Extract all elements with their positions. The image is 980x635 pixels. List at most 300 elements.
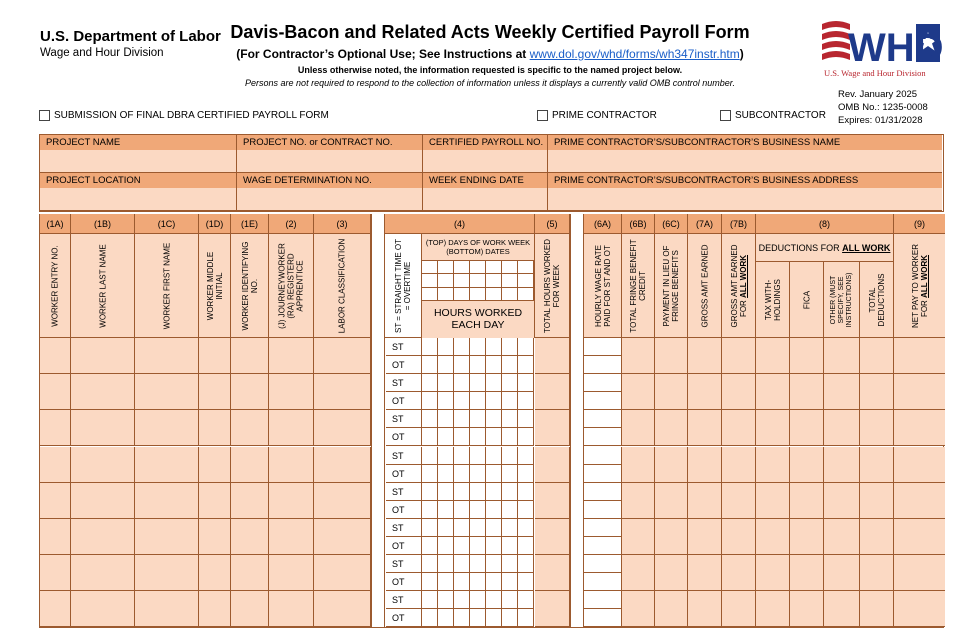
- table-cell[interactable]: [40, 555, 71, 591]
- project-no-input[interactable]: [237, 150, 422, 172]
- day-date-cell[interactable]: [486, 273, 502, 286]
- hours-cell[interactable]: [486, 465, 502, 483]
- payroll-no-field[interactable]: [423, 135, 548, 173]
- hours-cell[interactable]: [502, 537, 518, 555]
- table-cell[interactable]: [622, 591, 655, 627]
- table-cell[interactable]: [314, 338, 371, 374]
- table-cell[interactable]: [860, 519, 894, 555]
- hours-cell[interactable]: [422, 374, 438, 392]
- hours-cell[interactable]: [518, 519, 534, 537]
- hours-cell[interactable]: [438, 356, 454, 374]
- table-cell[interactable]: [622, 555, 655, 591]
- hours-cell[interactable]: [470, 483, 486, 501]
- table-cell[interactable]: [622, 410, 655, 446]
- table-cell[interactable]: [894, 483, 945, 519]
- table-cell[interactable]: [894, 447, 945, 483]
- table-cell[interactable]: [790, 591, 824, 627]
- hours-cell[interactable]: [454, 356, 470, 374]
- wage-rate-cell[interactable]: [584, 447, 622, 465]
- hours-cell[interactable]: [470, 537, 486, 555]
- table-cell[interactable]: [894, 410, 945, 446]
- hours-cell[interactable]: [502, 591, 518, 609]
- hours-cell[interactable]: [438, 555, 454, 573]
- table-cell[interactable]: [231, 555, 269, 591]
- table-cell[interactable]: [688, 483, 722, 519]
- table-cell[interactable]: [756, 591, 790, 627]
- hours-cell[interactable]: [422, 555, 438, 573]
- hours-cell[interactable]: [518, 537, 534, 555]
- day-date-cell[interactable]: [486, 287, 502, 300]
- table-cell[interactable]: [231, 410, 269, 446]
- table-cell[interactable]: [688, 410, 722, 446]
- table-cell[interactable]: [71, 591, 135, 627]
- day-date-cell[interactable]: [438, 273, 454, 286]
- hours-cell[interactable]: [470, 447, 486, 465]
- table-cell[interactable]: [199, 374, 231, 410]
- day-date-cell[interactable]: [518, 260, 534, 273]
- table-cell[interactable]: [231, 591, 269, 627]
- table-cell[interactable]: [756, 410, 790, 446]
- table-cell[interactable]: [824, 483, 860, 519]
- table-cell[interactable]: [314, 519, 371, 555]
- hours-cell[interactable]: [470, 591, 486, 609]
- table-cell[interactable]: [314, 591, 371, 627]
- table-cell[interactable]: [655, 447, 688, 483]
- project-name-field[interactable]: [40, 135, 237, 173]
- day-date-cell[interactable]: [454, 260, 470, 273]
- table-cell[interactable]: [622, 483, 655, 519]
- table-cell[interactable]: [40, 483, 71, 519]
- day-date-cell[interactable]: [454, 273, 470, 286]
- wage-rate-cell[interactable]: [584, 338, 622, 356]
- hours-cell[interactable]: [438, 483, 454, 501]
- table-cell[interactable]: [135, 374, 199, 410]
- table-cell[interactable]: [860, 447, 894, 483]
- table-cell[interactable]: [135, 338, 199, 374]
- table-cell[interactable]: [269, 410, 314, 446]
- day-date-cell[interactable]: [422, 287, 438, 300]
- hours-cell[interactable]: [470, 573, 486, 591]
- hours-cell[interactable]: [454, 483, 470, 501]
- table-cell[interactable]: [199, 410, 231, 446]
- hours-cell[interactable]: [422, 591, 438, 609]
- table-cell[interactable]: [71, 410, 135, 446]
- table-cell[interactable]: [135, 591, 199, 627]
- hours-cell[interactable]: [422, 465, 438, 483]
- table-cell[interactable]: [894, 374, 945, 410]
- table-cell[interactable]: [231, 447, 269, 483]
- table-cell[interactable]: [535, 447, 570, 483]
- table-cell[interactable]: [71, 519, 135, 555]
- hours-cell[interactable]: [422, 519, 438, 537]
- hours-cell[interactable]: [454, 410, 470, 428]
- hours-cell[interactable]: [454, 374, 470, 392]
- hours-cell[interactable]: [454, 537, 470, 555]
- table-cell[interactable]: [824, 555, 860, 591]
- hours-cell[interactable]: [518, 410, 534, 428]
- prime-contractor-option[interactable]: [537, 110, 657, 121]
- hours-cell[interactable]: [470, 356, 486, 374]
- hours-cell[interactable]: [486, 501, 502, 519]
- hours-cell[interactable]: [486, 519, 502, 537]
- payroll-no-input[interactable]: [423, 150, 547, 172]
- hours-cell[interactable]: [470, 501, 486, 519]
- wage-rate-cell[interactable]: [584, 356, 622, 374]
- hours-cell[interactable]: [470, 392, 486, 410]
- table-cell[interactable]: [535, 410, 570, 446]
- day-date-cell[interactable]: [438, 287, 454, 300]
- hours-cell[interactable]: [422, 338, 438, 356]
- hours-cell[interactable]: [438, 447, 454, 465]
- table-cell[interactable]: [314, 410, 371, 446]
- hours-cell[interactable]: [502, 483, 518, 501]
- hours-cell[interactable]: [486, 410, 502, 428]
- table-cell[interactable]: [199, 555, 231, 591]
- table-cell[interactable]: [790, 483, 824, 519]
- hours-cell[interactable]: [422, 483, 438, 501]
- table-cell[interactable]: [314, 555, 371, 591]
- table-cell[interactable]: [790, 374, 824, 410]
- table-cell[interactable]: [860, 410, 894, 446]
- table-cell[interactable]: [231, 519, 269, 555]
- table-cell[interactable]: [40, 591, 71, 627]
- table-cell[interactable]: [535, 519, 570, 555]
- hours-cell[interactable]: [438, 519, 454, 537]
- table-cell[interactable]: [622, 374, 655, 410]
- hours-cell[interactable]: [502, 573, 518, 591]
- table-cell[interactable]: [199, 519, 231, 555]
- subcontractor-option[interactable]: [720, 110, 826, 121]
- instructions-link[interactable]: www.dol.gov/whd/forms/wh347instr.htm: [529, 47, 740, 61]
- wage-rate-cell[interactable]: [584, 483, 622, 501]
- table-cell[interactable]: [722, 410, 756, 446]
- table-cell[interactable]: [535, 483, 570, 519]
- hours-cell[interactable]: [454, 465, 470, 483]
- hours-cell[interactable]: [470, 519, 486, 537]
- table-cell[interactable]: [269, 483, 314, 519]
- table-cell[interactable]: [135, 519, 199, 555]
- table-cell[interactable]: [40, 338, 71, 374]
- table-cell[interactable]: [231, 483, 269, 519]
- hours-cell[interactable]: [486, 555, 502, 573]
- hours-cell[interactable]: [502, 447, 518, 465]
- hours-cell[interactable]: [486, 374, 502, 392]
- hours-cell[interactable]: [470, 338, 486, 356]
- table-cell[interactable]: [824, 519, 860, 555]
- wage-det-field[interactable]: [237, 173, 423, 211]
- table-cell[interactable]: [199, 591, 231, 627]
- wage-rate-cell[interactable]: [584, 537, 622, 555]
- table-cell[interactable]: [860, 374, 894, 410]
- hours-cell[interactable]: [438, 465, 454, 483]
- table-cell[interactable]: [894, 555, 945, 591]
- table-cell[interactable]: [40, 374, 71, 410]
- hours-cell[interactable]: [502, 609, 518, 627]
- day-date-cell[interactable]: [518, 273, 534, 286]
- week-ending-field[interactable]: [423, 173, 548, 211]
- table-cell[interactable]: [199, 483, 231, 519]
- hours-cell[interactable]: [502, 338, 518, 356]
- table-cell[interactable]: [756, 555, 790, 591]
- table-cell[interactable]: [756, 519, 790, 555]
- table-cell[interactable]: [790, 519, 824, 555]
- table-cell[interactable]: [860, 591, 894, 627]
- table-cell[interactable]: [860, 555, 894, 591]
- hours-cell[interactable]: [486, 591, 502, 609]
- table-cell[interactable]: [722, 591, 756, 627]
- day-date-cell[interactable]: [422, 260, 438, 273]
- hours-cell[interactable]: [438, 338, 454, 356]
- hours-cell[interactable]: [486, 338, 502, 356]
- table-cell[interactable]: [71, 338, 135, 374]
- prime-address-input[interactable]: [548, 188, 942, 210]
- hours-cell[interactable]: [518, 483, 534, 501]
- table-cell[interactable]: [722, 483, 756, 519]
- hours-cell[interactable]: [486, 428, 502, 446]
- hours-cell[interactable]: [454, 591, 470, 609]
- table-cell[interactable]: [655, 591, 688, 627]
- table-cell[interactable]: [40, 410, 71, 446]
- table-cell[interactable]: [535, 591, 570, 627]
- hours-cell[interactable]: [422, 573, 438, 591]
- hours-cell[interactable]: [502, 428, 518, 446]
- table-cell[interactable]: [894, 591, 945, 627]
- table-cell[interactable]: [622, 447, 655, 483]
- wage-rate-cell[interactable]: [584, 591, 622, 609]
- final-submission-checkbox[interactable]: [39, 110, 50, 121]
- day-date-cell[interactable]: [518, 287, 534, 300]
- table-cell[interactable]: [860, 483, 894, 519]
- table-cell[interactable]: [688, 555, 722, 591]
- table-cell[interactable]: [622, 519, 655, 555]
- table-cell[interactable]: [535, 374, 570, 410]
- table-cell[interactable]: [231, 338, 269, 374]
- hours-cell[interactable]: [422, 609, 438, 627]
- table-cell[interactable]: [824, 591, 860, 627]
- subcontractor-checkbox[interactable]: [720, 110, 731, 121]
- wage-det-input[interactable]: [237, 188, 422, 210]
- hours-cell[interactable]: [486, 573, 502, 591]
- hours-cell[interactable]: [502, 519, 518, 537]
- wage-rate-cell[interactable]: [584, 573, 622, 591]
- table-cell[interactable]: [655, 410, 688, 446]
- project-no-field[interactable]: [237, 135, 423, 173]
- table-cell[interactable]: [269, 338, 314, 374]
- table-cell[interactable]: [199, 338, 231, 374]
- table-cell[interactable]: [688, 447, 722, 483]
- table-cell[interactable]: [71, 555, 135, 591]
- hours-cell[interactable]: [438, 428, 454, 446]
- hours-cell[interactable]: [438, 591, 454, 609]
- day-date-cell[interactable]: [438, 260, 454, 273]
- hours-cell[interactable]: [422, 428, 438, 446]
- table-cell[interactable]: [722, 555, 756, 591]
- table-cell[interactable]: [655, 483, 688, 519]
- day-date-cell[interactable]: [502, 260, 518, 273]
- project-location-input[interactable]: [40, 188, 236, 210]
- table-cell[interactable]: [756, 483, 790, 519]
- table-cell[interactable]: [790, 555, 824, 591]
- hours-cell[interactable]: [486, 483, 502, 501]
- hours-cell[interactable]: [454, 609, 470, 627]
- hours-cell[interactable]: [486, 537, 502, 555]
- wage-rate-cell[interactable]: [584, 465, 622, 483]
- hours-cell[interactable]: [470, 609, 486, 627]
- hours-cell[interactable]: [438, 609, 454, 627]
- table-cell[interactable]: [655, 338, 688, 374]
- table-cell[interactable]: [40, 447, 71, 483]
- day-date-cell[interactable]: [454, 287, 470, 300]
- table-cell[interactable]: [894, 338, 945, 374]
- hours-cell[interactable]: [502, 501, 518, 519]
- day-date-cell[interactable]: [470, 287, 486, 300]
- wage-rate-cell[interactable]: [584, 555, 622, 573]
- table-cell[interactable]: [756, 374, 790, 410]
- hours-cell[interactable]: [454, 447, 470, 465]
- table-cell[interactable]: [860, 338, 894, 374]
- table-cell[interactable]: [622, 338, 655, 374]
- day-date-cell[interactable]: [470, 273, 486, 286]
- hours-cell[interactable]: [454, 428, 470, 446]
- table-cell[interactable]: [231, 374, 269, 410]
- table-cell[interactable]: [824, 338, 860, 374]
- hours-cell[interactable]: [438, 573, 454, 591]
- project-location-field[interactable]: [40, 173, 237, 211]
- table-cell[interactable]: [722, 519, 756, 555]
- hours-cell[interactable]: [518, 392, 534, 410]
- hours-cell[interactable]: [486, 392, 502, 410]
- hours-cell[interactable]: [502, 465, 518, 483]
- hours-cell[interactable]: [518, 465, 534, 483]
- hours-cell[interactable]: [438, 537, 454, 555]
- prime-address-field[interactable]: [548, 173, 942, 211]
- hours-cell[interactable]: [518, 609, 534, 627]
- hours-cell[interactable]: [422, 537, 438, 555]
- table-cell[interactable]: [688, 519, 722, 555]
- prime-name-field[interactable]: [548, 135, 942, 173]
- table-cell[interactable]: [688, 338, 722, 374]
- table-cell[interactable]: [135, 447, 199, 483]
- hours-cell[interactable]: [422, 356, 438, 374]
- hours-cell[interactable]: [454, 392, 470, 410]
- hours-cell[interactable]: [438, 392, 454, 410]
- table-cell[interactable]: [688, 591, 722, 627]
- hours-cell[interactable]: [438, 374, 454, 392]
- table-cell[interactable]: [269, 519, 314, 555]
- table-cell[interactable]: [722, 447, 756, 483]
- day-date-cell[interactable]: [502, 273, 518, 286]
- table-cell[interactable]: [71, 374, 135, 410]
- table-cell[interactable]: [314, 447, 371, 483]
- table-cell[interactable]: [824, 410, 860, 446]
- hours-cell[interactable]: [518, 428, 534, 446]
- table-cell[interactable]: [535, 555, 570, 591]
- hours-cell[interactable]: [518, 356, 534, 374]
- table-cell[interactable]: [269, 591, 314, 627]
- hours-cell[interactable]: [470, 465, 486, 483]
- hours-cell[interactable]: [486, 356, 502, 374]
- table-cell[interactable]: [71, 483, 135, 519]
- day-date-cell[interactable]: [502, 287, 518, 300]
- hours-cell[interactable]: [454, 338, 470, 356]
- table-cell[interactable]: [790, 410, 824, 446]
- table-cell[interactable]: [199, 447, 231, 483]
- hours-cell[interactable]: [438, 501, 454, 519]
- hours-cell[interactable]: [470, 555, 486, 573]
- table-cell[interactable]: [135, 410, 199, 446]
- wage-rate-cell[interactable]: [584, 392, 622, 410]
- prime-contractor-checkbox[interactable]: [537, 110, 548, 121]
- table-cell[interactable]: [655, 374, 688, 410]
- wage-rate-cell[interactable]: [584, 609, 622, 627]
- table-cell[interactable]: [655, 555, 688, 591]
- table-cell[interactable]: [824, 374, 860, 410]
- hours-cell[interactable]: [518, 573, 534, 591]
- hours-cell[interactable]: [422, 410, 438, 428]
- table-cell[interactable]: [722, 338, 756, 374]
- wage-rate-cell[interactable]: [584, 519, 622, 537]
- hours-cell[interactable]: [518, 591, 534, 609]
- table-cell[interactable]: [790, 447, 824, 483]
- hours-cell[interactable]: [518, 447, 534, 465]
- table-cell[interactable]: [314, 374, 371, 410]
- table-cell[interactable]: [535, 338, 570, 374]
- hours-cell[interactable]: [502, 356, 518, 374]
- wage-rate-cell[interactable]: [584, 410, 622, 428]
- day-date-cell[interactable]: [422, 273, 438, 286]
- table-cell[interactable]: [135, 555, 199, 591]
- hours-cell[interactable]: [422, 392, 438, 410]
- table-cell[interactable]: [824, 447, 860, 483]
- hours-cell[interactable]: [470, 374, 486, 392]
- day-date-cell[interactable]: [470, 260, 486, 273]
- table-cell[interactable]: [269, 374, 314, 410]
- hours-cell[interactable]: [454, 519, 470, 537]
- table-cell[interactable]: [314, 483, 371, 519]
- table-cell[interactable]: [722, 374, 756, 410]
- hours-cell[interactable]: [502, 392, 518, 410]
- hours-cell[interactable]: [454, 573, 470, 591]
- hours-cell[interactable]: [470, 410, 486, 428]
- table-cell[interactable]: [135, 483, 199, 519]
- wage-rate-cell[interactable]: [584, 374, 622, 392]
- table-cell[interactable]: [269, 555, 314, 591]
- table-cell[interactable]: [790, 338, 824, 374]
- table-cell[interactable]: [756, 338, 790, 374]
- hours-cell[interactable]: [454, 501, 470, 519]
- hours-cell[interactable]: [486, 447, 502, 465]
- prime-name-input[interactable]: [548, 150, 942, 172]
- table-cell[interactable]: [71, 447, 135, 483]
- hours-cell[interactable]: [486, 609, 502, 627]
- hours-cell[interactable]: [518, 338, 534, 356]
- hours-cell[interactable]: [422, 447, 438, 465]
- hours-cell[interactable]: [454, 555, 470, 573]
- table-cell[interactable]: [688, 374, 722, 410]
- hours-cell[interactable]: [470, 428, 486, 446]
- hours-cell[interactable]: [518, 501, 534, 519]
- hours-cell[interactable]: [422, 501, 438, 519]
- table-cell[interactable]: [756, 447, 790, 483]
- hours-cell[interactable]: [502, 374, 518, 392]
- final-submission-option[interactable]: [39, 110, 329, 121]
- table-cell[interactable]: [269, 447, 314, 483]
- table-cell[interactable]: [894, 519, 945, 555]
- wage-rate-cell[interactable]: [584, 501, 622, 519]
- table-cell[interactable]: [655, 519, 688, 555]
- day-date-cell[interactable]: [486, 260, 502, 273]
- hours-cell[interactable]: [518, 555, 534, 573]
